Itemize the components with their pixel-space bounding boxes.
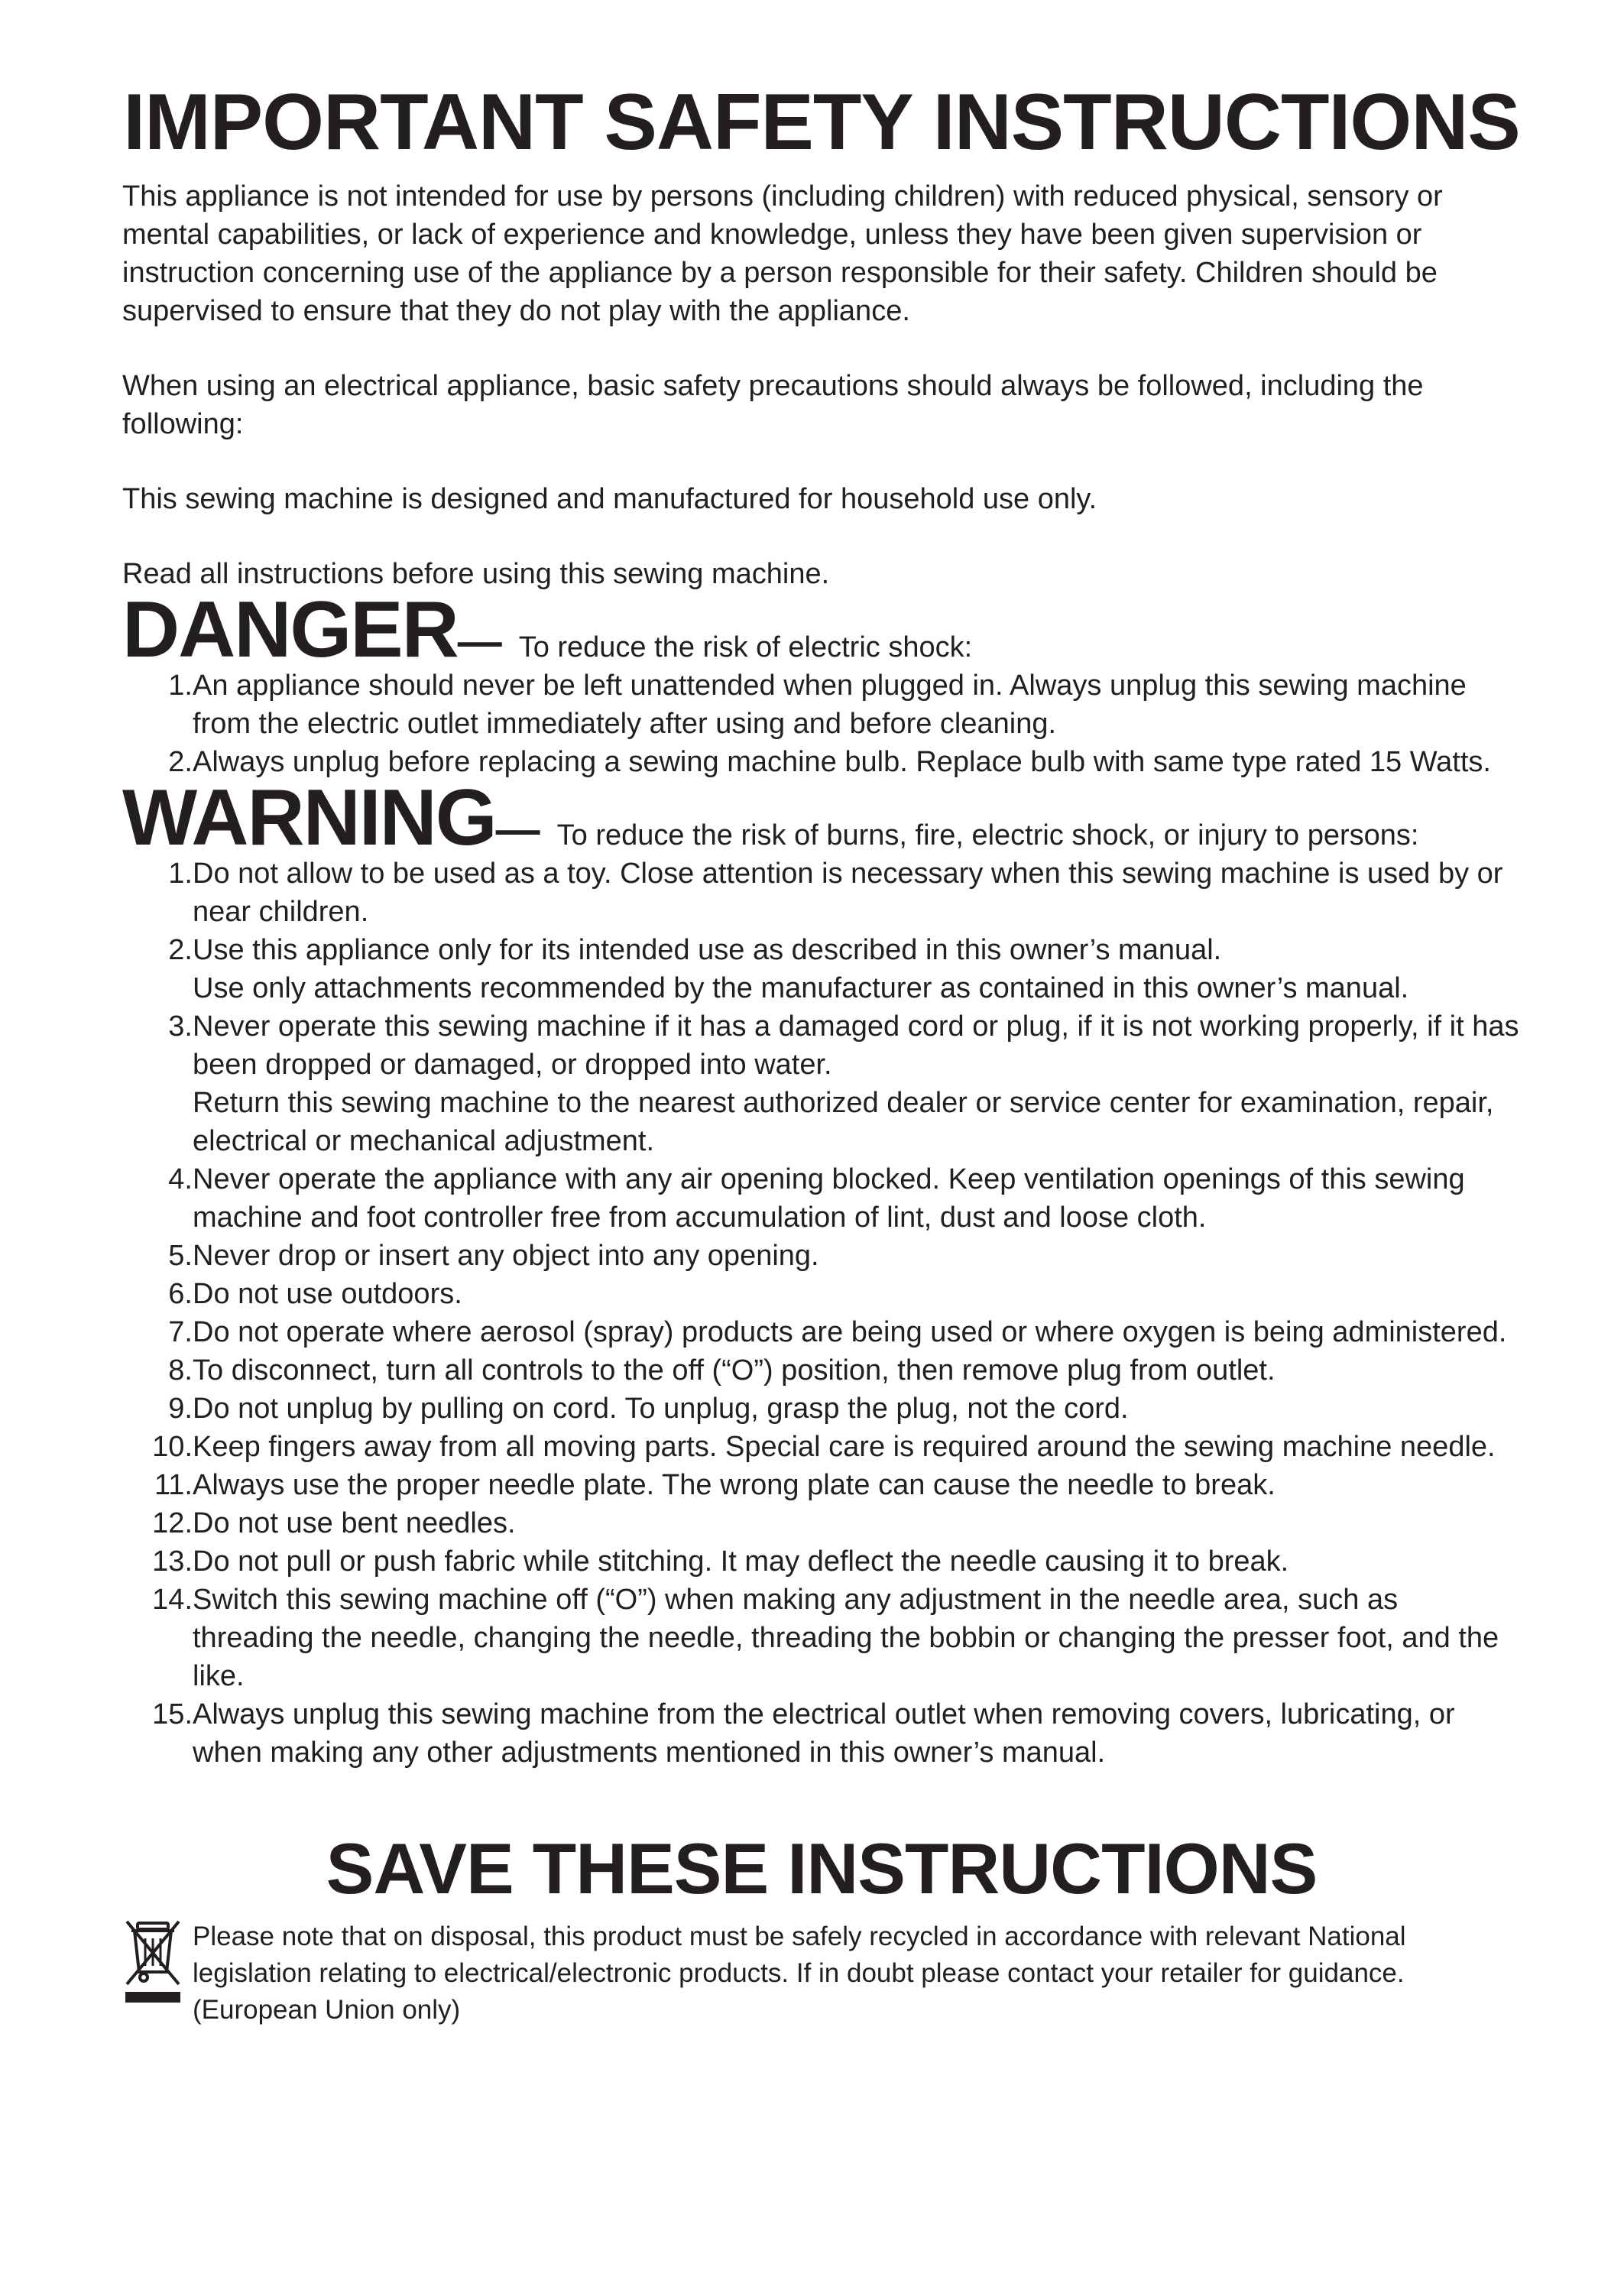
danger-item: [122, 666, 1521, 743]
warning-item: [122, 1390, 1521, 1428]
warning-item-number: 12.: [152, 1507, 193, 1539]
intro-paragraph-household-use: This sewing machine is designed and manufactured for household use only.: [122, 483, 1097, 515]
warning-item-number: 1.: [168, 858, 193, 890]
danger-dash: —: [457, 617, 502, 666]
warning-list: [122, 855, 1521, 1772]
warning-item: [122, 931, 1521, 1007]
warning-item-text: Do not unplug by pulling on cord. To unplug, grasp the plug, not the cord.: [193, 1393, 1129, 1425]
warning-item-text: Always use the proper needle plate. The wrong plate can cause the needle to break.: [193, 1469, 1276, 1501]
warning-item: [122, 1504, 1521, 1542]
warning-item: [122, 1313, 1521, 1351]
warning-item-number: 11.: [154, 1469, 193, 1501]
warning-item: [122, 1695, 1521, 1772]
warning-item-number: 9.: [168, 1393, 193, 1425]
warning-item-number: 4.: [168, 1163, 193, 1195]
intro-paragraph-capabilities: This appliance is not intended for use by persons (including children) with reduced physical, sensory or mental capabilities, or lack of experience and knowledge, unless they have been given supervision or instruction concerning use of the appliance by a person responsible for their safety. Children should be supervised to ensure that they do not play with the appliance.: [122, 180, 1443, 327]
warning-item: [122, 855, 1521, 931]
intro-paragraph-read-instructions: Read all instructions before using this sewing machine.: [122, 558, 830, 590]
warning-item: [122, 1007, 1521, 1160]
warning-item: [122, 1160, 1521, 1237]
warning-item-text: Do not use bent needles.: [193, 1507, 516, 1539]
warning-item-text: Use this appliance only for its intended use as described in this owner’s manual.: [193, 934, 1222, 966]
warning-item-number: 15.: [152, 1698, 193, 1730]
warning-item-text: Do not pull or push fabric while stitching. It may deflect the needle causing it to break.: [193, 1545, 1289, 1578]
warning-item-number: 7.: [168, 1316, 193, 1348]
page-title: IMPORTANT SAFETY INSTRUCTIONS: [123, 78, 1520, 167]
warning-subtitle: To reduce the risk of burns, fire, electric shock, or injury to persons:: [556, 819, 1419, 851]
warning-item-number: 5.: [168, 1240, 193, 1272]
warning-item-text: Keep fingers away from all moving parts. Special care is required around the sewing machine needle.: [193, 1431, 1496, 1463]
warning-item-text: Do not use outdoors.: [193, 1278, 462, 1310]
save-instructions-title: SAVE THESE INSTRUCTIONS: [326, 1828, 1318, 1909]
warning-item: [122, 1542, 1521, 1581]
danger-item-number: 2.: [168, 746, 193, 778]
warning-item-number: 13.: [152, 1545, 193, 1578]
warning-heading: [122, 774, 1521, 862]
warning-item-text: Do not allow to be used as a toy. Close attention is necessary when this sewing machine is used by or near children.: [193, 858, 1503, 928]
danger-item-number: 1.: [168, 670, 193, 702]
warning-item: [122, 1275, 1521, 1313]
warning-item-number: 14.: [152, 1584, 193, 1616]
danger-heading: [122, 585, 1521, 674]
warning-dash: —: [495, 805, 540, 855]
warning-item-text: Return this sewing machine to the nearest authorized dealer or service center for examination, repair, electrical or mechanical adjustment.: [193, 1087, 1494, 1157]
crossed-out-wheeled-bin-icon: [122, 1918, 193, 2029]
warning-item-text: Never operate this sewing machine if it has a damaged cord or plug, if it is not working properly, if it has been dropped or damaged, or dropped into water.: [193, 1010, 1519, 1081]
warning-item-number: 2.: [168, 934, 193, 966]
disposal-note: (European Union only): [193, 1995, 461, 2025]
warning-item-text: Switch this sewing machine off (“O”) when making any adjustment in the needle area, such as threading the needle, changing the needle, threading the bobbin or changing the presser foot, and the like.: [193, 1584, 1499, 1692]
safety-instructions-page: [122, 76, 1521, 2029]
warning-item-text: Never drop or insert any object into any opening.: [193, 1240, 819, 1272]
danger-item-text: An appliance should never be left unattended when plugged in. Always unplug this sewing machine from the electric outlet immediately after using and before cleaning.: [193, 670, 1467, 740]
warning-item: [122, 1351, 1521, 1390]
warning-item-number: 6.: [168, 1278, 193, 1310]
disposal-notice: [122, 1918, 1521, 2029]
warning-item-text: Use only attachments recommended by the manufacturer as contained in this owner’s manual.: [193, 972, 1409, 1004]
warning-item-text: Never operate the appliance with any air opening blocked. Keep ventilation openings of this sewing machine and foot controller free from accumulation of lint, dust and loose cloth.: [193, 1163, 1465, 1234]
danger-word: DANGER: [122, 585, 458, 674]
danger-item-text: Always unplug before replacing a sewing machine bulb. Replace bulb with same type rated 15 Watts.: [193, 746, 1491, 778]
warning-item-number: 3.: [168, 1010, 193, 1043]
danger-subtitle: To reduce the risk of electric shock:: [518, 631, 973, 663]
warning-word: WARNING: [122, 774, 496, 862]
warning-item: [122, 1466, 1521, 1504]
warning-item-text: Do not operate where aerosol (spray) products are being used or where oxygen is being administered.: [193, 1316, 1507, 1348]
warning-item-number: 8.: [168, 1354, 193, 1387]
warning-item: [122, 1428, 1521, 1466]
disposal-text: Please note that on disposal, this product must be safely recycled in accordance with relevant National legislation relating to electrical/electronic products. If in doubt please contact your retailer for guidance.: [193, 1922, 1406, 1988]
warning-item-number: 10.: [152, 1431, 193, 1463]
danger-list: [122, 666, 1521, 781]
warning-item: [122, 1237, 1521, 1275]
warning-item: [122, 1581, 1521, 1695]
warning-item-text: Always unplug this sewing machine from the electrical outlet when removing covers, lubricating, or when making any other adjustments mentioned in this owner’s manual.: [193, 1698, 1455, 1769]
intro-paragraph-precautions: When using an electrical appliance, basic safety precautions should always be followed, including the following:: [122, 370, 1424, 440]
warning-item-text: To disconnect, turn all controls to the off (“O”) position, then remove plug from outlet.: [193, 1354, 1276, 1387]
